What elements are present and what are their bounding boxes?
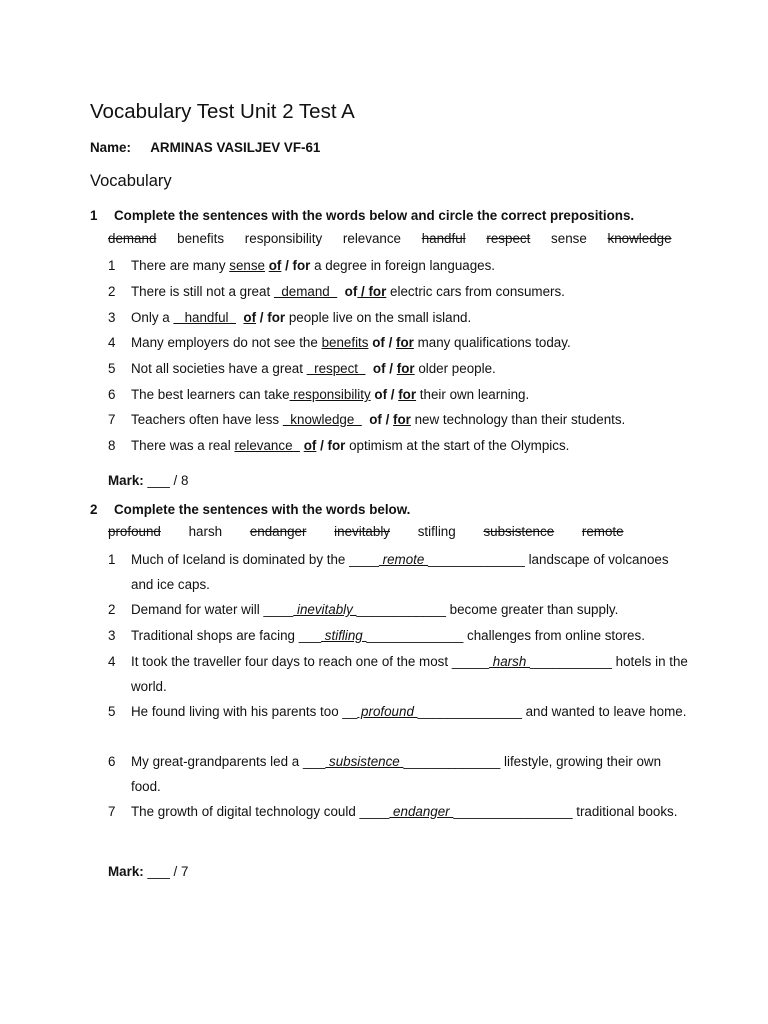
sentence-text: It took the traveller four days to reach one of the most [131,654,452,669]
answer-blank: ____________ [356,602,446,617]
answer-blank: ___ [302,754,326,769]
answer-blank: _____________ [403,754,501,769]
answer-word: relevance [234,438,300,453]
answer-blank: ___________ [530,654,612,669]
q1-word: responsibility [244,231,323,246]
spacer [365,361,372,376]
preposition-of: of [374,387,388,402]
q1-word-bank [108,231,689,246]
answer-word: knowledge [282,412,362,427]
answer-word: demand [273,284,338,299]
sentence-text: many qualifications today. [413,335,571,350]
spacer [337,284,344,299]
preposition-of: of [372,361,386,376]
q2-sentence [108,598,618,623]
sentence-text: optimism at the start of the Olympics. [345,438,570,453]
sentence-body [131,548,691,597]
preposition-for: for [267,310,286,325]
name-label: Name: [90,140,131,155]
sentence-text: The growth of digital technology could [131,804,360,819]
sentence-text: He found living with his parents too [131,704,343,719]
sentence-number: 1 [108,258,116,273]
preposition-for: for [396,335,414,350]
mark-label: Mark: [108,864,144,879]
sentence-number: 1 [108,552,116,567]
sentence-text: challenges from online stores. [463,628,645,643]
q1-word: respect [486,231,531,246]
sentence-number: 5 [108,704,116,719]
slash: / [256,310,268,325]
sentence-number: 5 [108,361,116,376]
sentence-number: 8 [108,438,116,453]
sentence-text: Only a [131,310,174,325]
sentence-text: Teachers often have less [131,412,283,427]
q1-heading [90,208,634,223]
sentence-text: and wanted to leave home. [521,704,687,719]
sentence-body [131,750,691,799]
q2-sentence [108,548,691,597]
sentence-text: The best learners can take [131,387,290,402]
sentence-number: 3 [108,310,116,325]
sentence-text: Many employers do not see the [131,335,322,350]
sentence-body [131,700,691,725]
sentence-number: 2 [108,284,116,299]
q1-word: benefits [177,231,225,246]
answer-word: respect [306,361,366,376]
q2-word: profound [108,524,161,539]
preposition-for: for [396,361,415,376]
q1-sentence [108,408,625,433]
sentence-text: older people. [414,361,496,376]
mark-label: Mark: [108,473,144,488]
q2-number: 2 [90,502,98,517]
slash: / [357,284,369,299]
q1-sentence [108,254,495,279]
sentence-text: Not all societies have a great [131,361,307,376]
answer-word: harsh [489,654,530,669]
mark-blank: ___ [147,473,170,488]
slash: / [387,387,399,402]
name-row [90,140,320,155]
q2-word: remote [581,524,624,539]
sentence-text: electric cars from consumers. [386,284,565,299]
answer-blank: ____ [359,804,390,819]
sentence-text: There are many [131,258,230,273]
sentence-text: Much of Iceland is dominated by the [131,552,350,567]
q2-word: stifling [417,524,456,539]
answer-word: remote [378,552,429,567]
q1-word: knowledge [607,231,672,246]
preposition-of: of [268,258,282,273]
sentence-text: landscape of volcanoes and ice caps. [131,552,669,592]
sentence-text: their own learning. [416,387,530,402]
preposition-of: of [344,284,358,299]
q2-sentence [108,750,691,799]
answer-blank: ___________ [442,552,525,567]
slash: / [381,412,394,427]
preposition-for: for [368,284,387,299]
mark-total: / 8 [169,473,189,488]
sentence-number: 3 [108,628,116,643]
answer-word: handful [173,310,236,325]
sentence-text: a degree in foreign languages. [310,258,496,273]
sentence-text: new technology than their students. [410,412,626,427]
preposition-for: for [292,258,311,273]
answer-word: stifling [321,628,367,643]
preposition-for: for [398,387,417,402]
q2-word-bank [108,524,648,539]
q2-heading [90,502,410,517]
q2-word: subsistence [483,524,555,539]
sentence-body [131,650,691,699]
answer-blank: ___ [298,628,322,643]
section-heading: Vocabulary [90,172,172,190]
preposition-of: of [372,335,385,350]
sentence-text: Demand for water will [131,602,264,617]
sentence-number: 7 [108,412,116,427]
q2-sentence [108,650,691,699]
sentence-number: 4 [108,335,116,350]
answer-blank: ______________ [417,704,522,719]
answer-word: profound [357,704,418,719]
q1-word: handful [421,231,466,246]
sentence-text: traditional books. [572,804,678,819]
sentence-text: become greater than supply. [445,602,619,617]
sentence-body [131,800,691,825]
q1-sentence [108,383,529,408]
q1-sentence [108,306,471,331]
answer-word: subsistence [325,754,404,769]
preposition-for: for [327,438,346,453]
q1-word: sense [551,231,587,246]
mark-total: / 7 [169,864,189,879]
q1-sentence [108,434,569,459]
sentence-number: 7 [108,804,116,819]
sentence-number: 6 [108,387,116,402]
q1-sentence [108,280,565,305]
preposition-of: of [369,412,382,427]
mark-blank: ___ [147,864,170,879]
q2-sentence [108,800,691,825]
q1-mark [108,473,188,488]
answer-word: responsibility [289,387,371,402]
sentence-text: There was a real [131,438,235,453]
q2-word: inevitably [334,524,390,539]
slash: / [384,335,397,350]
slash: / [316,438,328,453]
q2-word: harsh [188,524,223,539]
name-value: ARMINAS VASILJEV VF-61 [150,140,321,155]
preposition-of: of [243,310,257,325]
sentence-text: Traditional shops are facing [131,628,299,643]
answer-word: benefits [321,335,369,350]
answer-blank: ____ [263,602,294,617]
q1-sentence [108,357,496,382]
answer-word: inevitably [293,602,357,617]
q2-mark [108,864,188,879]
sentence-text: people live on the small island. [285,310,472,325]
q1-word: relevance [342,231,401,246]
page-title: Vocabulary Test Unit 2 Test A [90,100,355,123]
slash: / [281,258,293,273]
answer-blank: __ [428,552,443,567]
answer-word: endanger [389,804,454,819]
answer-word: sense [229,258,265,273]
answer-blank: ____ [349,552,379,567]
q2-sentence [108,624,645,649]
q2-word: endanger [249,524,307,539]
answer-blank: _____ [451,654,490,669]
sentence-text: My great-grandparents led a [131,754,303,769]
sentence-text: There is still not a great [131,284,274,299]
slash: / [385,361,397,376]
q1-sentence [108,331,571,356]
preposition-of: of [303,438,317,453]
q1-word: demand [108,231,157,246]
q1-instruction: Complete the sentences with the words below and circle the correct prepositions. [114,208,635,223]
preposition-for: for [393,412,411,427]
sentence-text: lifestyle, growing their own food. [131,754,662,794]
answer-blank: __ [342,704,358,719]
sentence-number: 2 [108,602,116,617]
answer-blank: ________________ [453,804,573,819]
q1-number: 1 [90,208,98,223]
answer-blank: _____________ [366,628,464,643]
q2-sentence [108,700,691,725]
q2-instruction: Complete the sentences with the words below. [114,502,411,517]
sentence-text: hotels in the world. [131,654,688,694]
sentence-number: 4 [108,654,116,669]
sentence-number: 6 [108,754,116,769]
